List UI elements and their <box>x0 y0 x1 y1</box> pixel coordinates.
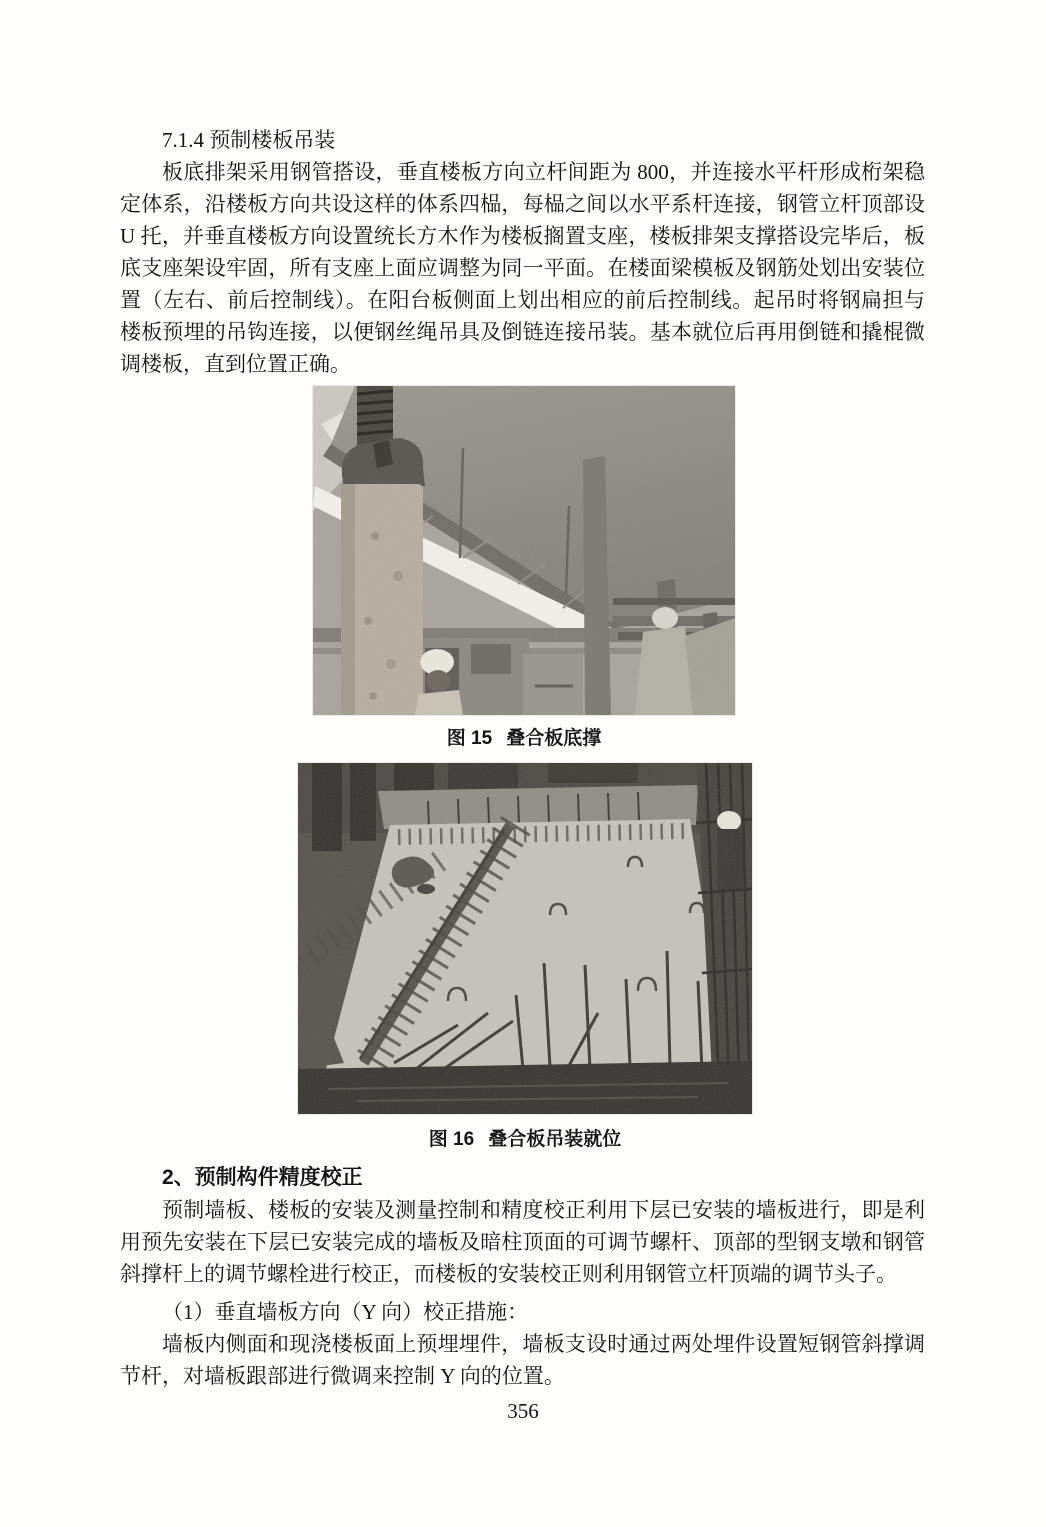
figure-15 <box>313 386 735 753</box>
section-2-paragraph-2: 墙板内侧面和现浇楼板面上预埋埋件，墙板支设时通过两处埋件设置短钢管斜撑调节杆，对墙板跟部进行微调来控制 Y 向的位置。 <box>120 1332 925 1388</box>
figure-16-caption <box>298 1126 752 1154</box>
figure-16-photo-slab-hoisted-in-place <box>298 763 752 1114</box>
figure-15-photo-slab-bottom-supports <box>313 386 735 715</box>
page-number: 356 <box>507 1399 539 1423</box>
section-7-1-4-paragraph: 板底排架采用钢管搭设，垂直楼板方向立杆间距为 800，并连接水平杆形成桁架稳定体系，沿楼板方向共设这样的体系四榀，每榀之间以水平系杆连接，钢管立杆顶部设 U 托，并垂直楼板方向设置统长方木作为楼板搁置支座，楼板排架支撑搭设完毕后，板底支座架设牢固，所有支座上面应调整为同一平面。在楼面梁模板及钢筋处划出安装位置（左右、前后控制线）。在阳台板侧面上划出相应的前后控制线。起吊时将钢扁担与楼板预埋的吊钩连接，以便钢丝绳吊具及倒链连接吊装。基本就位后再用倒链和撬棍微调楼板，直到位置正确。 <box>120 160 925 376</box>
figure-16 <box>298 763 752 1154</box>
section-2-heading: 2、预制构件精度校正 <box>162 1166 363 1189</box>
figure-15-caption <box>313 725 735 753</box>
section-2-subitem-1: （1）垂直墙板方向（Y 向）校正措施： <box>162 1300 529 1324</box>
figure-15-label: 图 15 <box>446 728 493 749</box>
figure-15-title: 叠合板底撑 <box>506 728 602 749</box>
figure-16-title: 叠合板吊装就位 <box>488 1129 622 1150</box>
figure-16-label: 图 16 <box>428 1129 475 1150</box>
section-7-1-4-heading: 7.1.4 预制楼板吊装 <box>162 128 336 152</box>
section-2-paragraph-1: 预制墙板、楼板的安装及测量控制和精度校正利用下层已安装的墙板进行，即是利用预先安装在下层已安装完成的墙板及暗柱顶面的可调节螺杆、顶部的型钢支墩和钢管斜撑杆上的调节螺栓进行校正，而楼板的安装校正则利用钢管立杆顶端的调节头子。 <box>120 1198 925 1286</box>
